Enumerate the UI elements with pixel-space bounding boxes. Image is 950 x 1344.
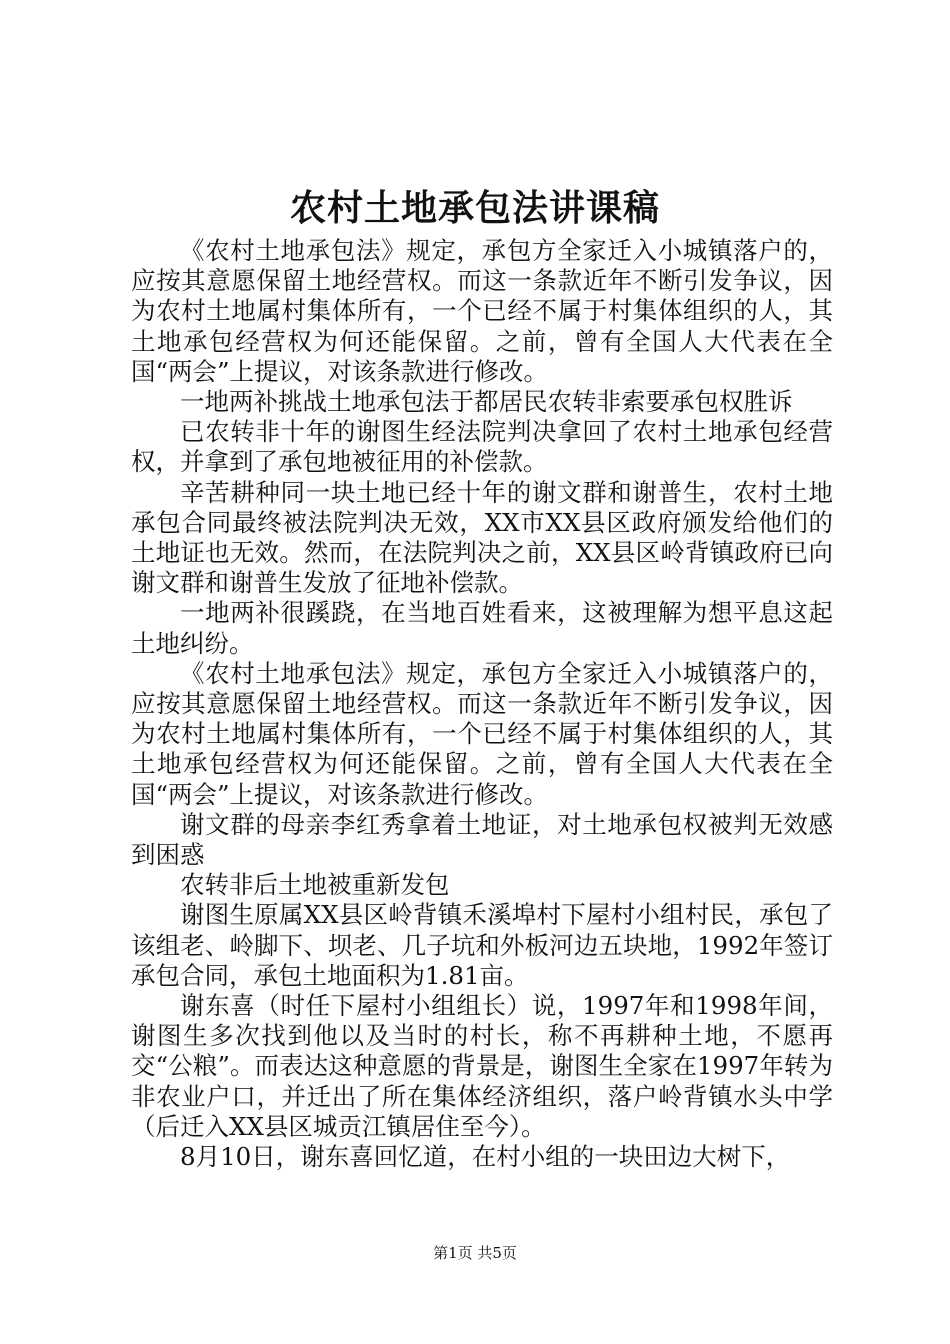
page-number-footer: 第1页 共5页	[433, 1244, 517, 1262]
paragraph-5: 一地两补很蹊跷，在当地百姓看来，这被理解为想平息这起土地纠纷。	[131, 598, 833, 658]
paragraph-10: 谢东喜（时任下屋村小组组长）说，1997年和1998年间，谢图生多次找到他以及当时的村长，称不再耕种土地，不愿再交“公粮”。而表达这种意愿的背景是，谢图生全家在1997年转为非农业户口，并迁出了所在集体经济组织，落户岭背镇水头中学（后迁入XX县区城贡江镇居住至今）。	[131, 991, 833, 1141]
paragraph-9: 谢图生原属XX县区岭背镇禾溪埠村下屋村小组村民，承包了该组老、岭脚下、坝老、几子坑和外板河边五块地，1992年签订承包合同，承包土地面积为1.81亩。	[131, 900, 833, 990]
document-body	[131, 236, 833, 1172]
paragraph-3: 已农转非十年的谢图生经法院判决拿回了农村土地承包经营权，并拿到了承包地被征用的补偿款。	[131, 417, 833, 477]
paragraph-4: 辛苦耕种同一块土地已经十年的谢文群和谢普生，农村土地承包合同最终被法院判决无效，XX市XX县区政府颁发给他们的土地证也无效。然而，在法院判决之前，XX县区岭背镇政府已向谢文群和谢普生发放了征地补偿款。	[131, 477, 833, 598]
paragraph-11: 8月10日，谢东喜回忆道，在村小组的一块田边大树下，	[180, 1142, 791, 1172]
paragraph-2: 一地两补挑战土地承包法于都居民农转非索要承包权胜诉	[180, 387, 793, 417]
paragraph-7: 谢文群的母亲李红秀拿着土地证，对土地承包权被判无效感到困惑	[131, 809, 833, 870]
paragraph-8: 农转非后土地被重新发包	[180, 870, 450, 900]
document-title: 农村土地承包法讲课稿	[289, 187, 660, 229]
paragraph-6: 《农村土地承包法》规定，承包方全家迁入小城镇落户的，应按其意愿保留土地经营权。而这一条款近年不断引发争议，因为农村土地属村集体所有，一个已经不属于村集体组织的人，其土地承包经营权为何还能保留。之前，曾有全国人大代表在全国“两会”上提议，对该条款进行修改。	[131, 658, 833, 809]
paragraph-1: 《农村土地承包法》规定，承包方全家迁入小城镇落户的，应按其意愿保留土地经营权。而这一条款近年不断引发争议，因为农村土地属村集体所有，一个已经不属于村集体组织的人，其土地承包经营权为何还能保留。之前，曾有全国人大代表在全国“两会”上提议，对该条款进行修改。	[131, 236, 833, 386]
